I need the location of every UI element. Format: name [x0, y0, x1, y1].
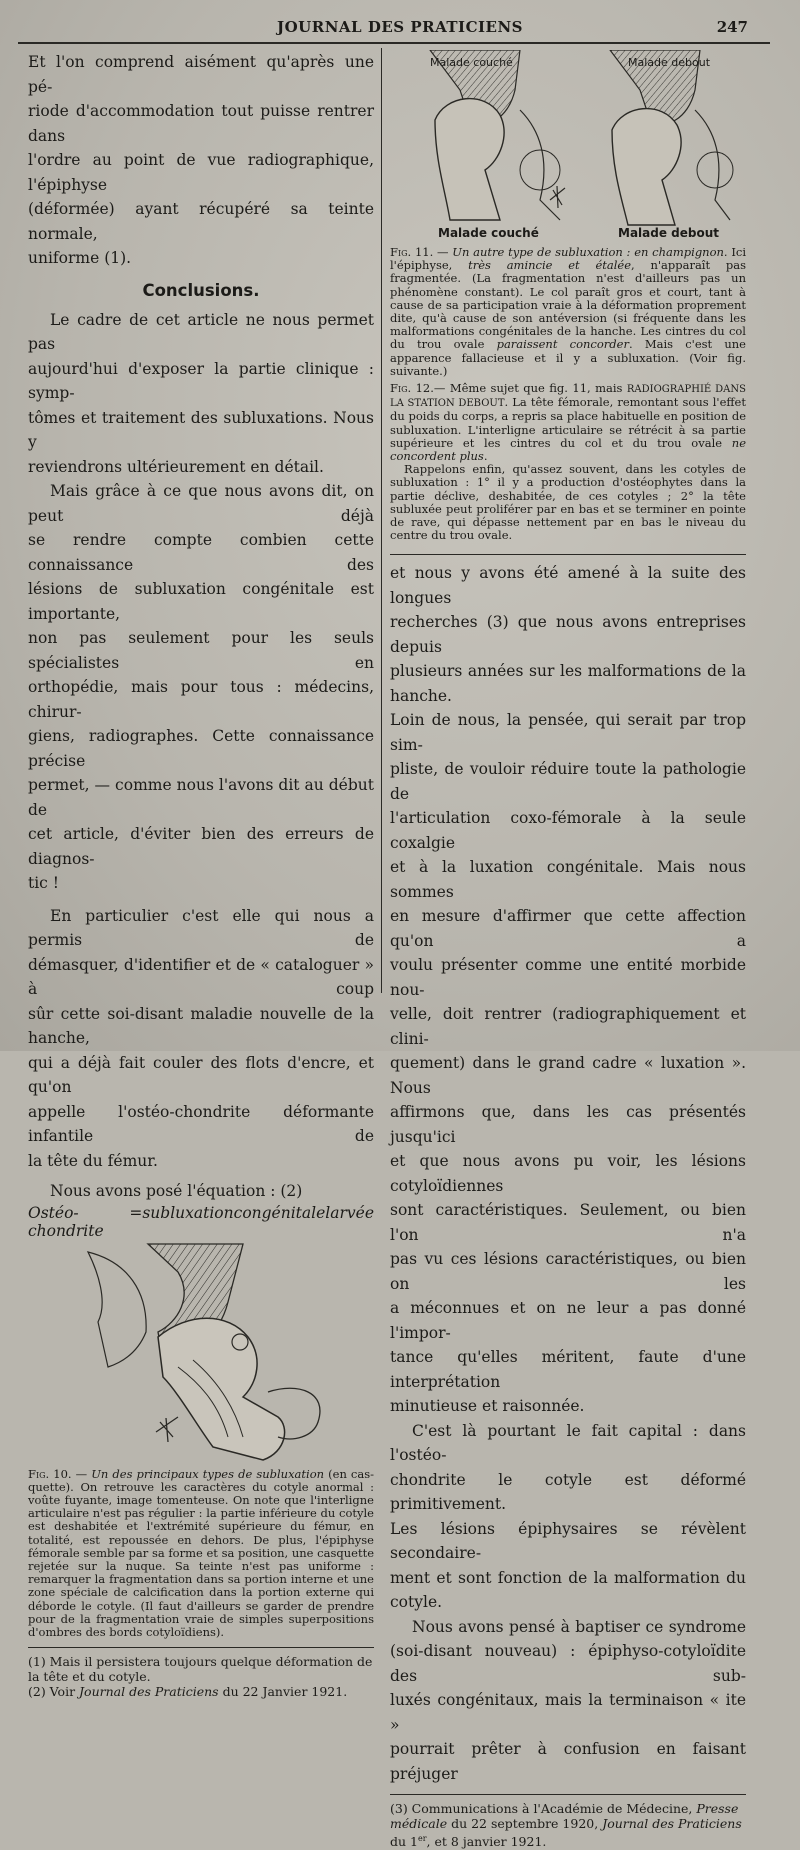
fig12-text-a: . La tête fémorale, remontant sous l'effet du poids du corps, a repris sa place habituelle en position de subluxation. L'interligne articulaire se rétrécit à sa partie supérieure et les cintres du col et du trou ovale	[390, 395, 746, 450]
right-column	[390, 50, 746, 1850]
footnote-3	[390, 1801, 746, 1849]
figure-10	[28, 1242, 374, 1468]
fig11-text-a: Ici l'épiphyse,	[390, 245, 747, 273]
text-line: et à la luxation congénitale. Mais nous sommes	[390, 858, 746, 901]
text-line: plusieurs années sur les malformations de la hanche.	[390, 662, 746, 705]
text-line: Loin de nous, la pensée, qui serait par trop sim-	[390, 711, 746, 754]
text-line: tômes et traitement des subluxations. Nous y	[28, 408, 374, 451]
caption-rule	[390, 554, 746, 555]
text-line: l'ordre au point de vue radiographique, l'épiphyse	[28, 151, 374, 194]
text-line: l'articulation coxo-fémorale à la seule coxalgie	[390, 809, 746, 852]
fig12-text-c: .	[483, 449, 488, 464]
fn3-a: (3) Communications à l'Académie de Médecine,	[390, 1801, 697, 1817]
text-line: (soi-disant nouveau) : épiphyso-cotyloïdite des sub-	[390, 1642, 746, 1685]
header-rule	[18, 42, 770, 44]
text-line: en mesure d'affirmer que cette affection qu'on a	[390, 907, 746, 950]
text-line: velle, doit rentrer (radiographiquement et clini-	[390, 1005, 746, 1048]
text-line: la tête du fémur.	[28, 1151, 158, 1170]
footnote-1: (1) Mais il persistera toujours quelque déformation de la tête et du cotyle.	[28, 1654, 373, 1685]
fig11-text-e: . Mais c'est une apparence fallacieuse et il y a subluxation. (Voir fig. suivante.)	[390, 337, 746, 378]
paragraph-2	[28, 479, 374, 896]
fn3-e: du 1	[390, 1834, 418, 1850]
footnote-2-journal: Journal des Praticiens	[79, 1684, 219, 1700]
text-line: pas vu ces lésions caractéristiques, ou bien on les	[390, 1250, 746, 1293]
equation-term: =	[129, 1203, 143, 1222]
text-line: se rendre compte combien cette connaissance des	[28, 531, 374, 574]
section-heading: Conclusions.	[142, 280, 260, 300]
text-line: et nous y avons été amené à la suite des longues	[390, 564, 746, 607]
journal-title: JOURNAL DES PRATICIENS	[277, 18, 523, 36]
fig10-title-tail: (en cas-quette).	[28, 1466, 375, 1494]
text-line: permet, — comme nous l'avons dit au début de	[28, 776, 374, 819]
text-line: a méconnues et on ne leur a pas donné l'impor-	[390, 1299, 746, 1342]
figure-10-caption: Fig. 10. — Un des principaux types de subluxation (en cas-quette). On retrouve les caractères du cotyle anormal : voûte fuyante, image tomenteuse. On note que l'interligne articulaire n'est pas régulier : la partie inférieure du cotyle est deshabitée et l'extrémité supérieure du fémur, en totalité, est repoussée en dehors. De plus, l'épiphyse fémorale semble par sa forme et sa position, une casquette rejetée sur la nuque. Sa teinte n'est pas uniforme : remarquer la fragmentation dans sa portion interne et une zone spéciale de calcification dans la portion externe qui déborde le cotyle. (Il faut d'ailleurs se garder de prendre pour de la fragmentation vraie de simples superpositions d'ombres des bords cotyloïdiens).	[28, 1466, 375, 1639]
equation-term: larvée	[325, 1203, 374, 1222]
footnote-2-a: (2) Voir	[28, 1684, 80, 1700]
text-line: giens, radiographes. Cette connaissance précise	[28, 727, 374, 770]
text-line: qui a déjà fait couler des flots d'encre, et qu'on	[28, 1053, 374, 1096]
text-line: minutieuse et raisonnée.	[390, 1397, 585, 1416]
text-line: aujourd'hui d'exposer la partie clinique : symp-	[28, 359, 374, 402]
fig11-bottom-left-label: Malade couché	[438, 226, 539, 240]
fn3-f: er	[417, 1834, 427, 1844]
column-divider	[381, 48, 382, 993]
fig11-label: Fig. 11.	[390, 245, 434, 259]
text-line: tic !	[28, 874, 60, 892]
figure-11-caption: Fig. 11. — Un autre type de subluxation : en champignon. Ici l'épiphyse, très amincie et étalée, n'apparaît pas fragmentée. (La fragmentation n'est d'ailleurs pas un phénomène constant). Le col paraît gros et court, tant à cause de sa participation vraie à la déformation proprement dite, qu'à cause de son antéversion (si fréquente dans les malformations congénitales de la hanche. Les cintres du col du trou ovale paraissent concorder. Mais c'est une apparence fallacieuse et il y a subluxation. (Voir fig. suivante.)	[390, 245, 747, 378]
left-column	[28, 50, 374, 1699]
figure-10-drawing	[28, 1242, 374, 1468]
equation-term: subluxation	[142, 1203, 234, 1222]
paragraph-4: Nous avons posé l'équation : (2)	[50, 1182, 303, 1200]
footnote-2-c: du 22 Janvier 1921.	[218, 1684, 348, 1700]
text-line: lésions de subluxation congénitale est importante,	[28, 580, 374, 623]
figure-11	[390, 50, 746, 242]
text-line: Les lésions épiphysaires se révèlent secondaire-	[390, 1519, 746, 1563]
text-line: pliste, de vouloir réduire toute la pathologie de	[390, 760, 746, 803]
text-line: et que nous avons pu voir, les lésions cotyloïdiennes	[390, 1152, 746, 1195]
text-line: Mais grâce à ce que nous avons dit, on peut déjà	[28, 482, 374, 525]
text-line: tance qu'elles méritent, faute d'une interprétation	[390, 1348, 746, 1391]
fig12-label: Fig. 12.	[390, 381, 434, 396]
fig11-title: Un autre type de subluxation : en champignon.	[452, 245, 728, 259]
figure-12-caption	[390, 382, 746, 463]
footnote-2	[28, 1684, 374, 1699]
fig11-top-left-label: Malade couché	[430, 56, 513, 69]
footnote-rule	[28, 1647, 374, 1648]
text-line: ment et sont fonction de la malformation du	[390, 1568, 746, 1587]
text-line: luxés congénitaux, mais la terminaison « ite »	[390, 1691, 746, 1734]
text-line: (déformée) ayant récupéré sa teinte normale,	[28, 200, 374, 243]
fn3-b: Presse médicale	[390, 1801, 739, 1832]
fn3-g: , et 8 janvier 1921.	[426, 1834, 547, 1850]
text-line: uniforme (1).	[28, 249, 132, 267]
text-line: Le cadre de cet article ne nous permet pas	[28, 310, 374, 353]
figure-12-caption-2: Rappelons enfin, qu'assez souvent, dans les cotyles de subluxation : 1° il y a production d'ostéophytes dans la partie déclive, deshabitée, de ces cotyles ; 2° la tête subluxée peut proliférer par en bas et se terminer en pointe de rave, qui dépasse nettement par en bas le niveau du centre du trou ovale.	[390, 462, 746, 543]
fig10-label: Fig. 10.	[28, 1466, 72, 1481]
text-line: recherches (3) que nous avons entreprises depuis	[390, 613, 746, 656]
fn3-c: du 22 septembre 1920,	[447, 1816, 603, 1832]
text-line: riode d'accommodation tout puisse rentrer dans	[28, 102, 374, 145]
text-line: orthopédie, mais pour tous : médecins, chirur-	[28, 678, 374, 721]
fig12-lead: — Même sujet que fig. 11, mais	[433, 381, 627, 396]
text-line: quement) dans le grand cadre « luxation ». Nous	[390, 1054, 746, 1097]
text-line: chondrite le cotyle est déformé primitivement.	[390, 1470, 746, 1514]
text-line: voulu présenter comme une entité morbide nou-	[390, 956, 746, 999]
text-line: C'est là pourtant le fait capital : dans l'ostéo-	[390, 1421, 746, 1465]
page-header	[0, 18, 800, 42]
page-number: 247	[716, 18, 748, 36]
fn3-d: Journal des Praticiens	[602, 1816, 742, 1832]
fig12-text-b: ne concordent plus	[390, 435, 746, 464]
equation	[28, 1204, 374, 1240]
text-line: Et l'on comprend aisément qu'après une pé-	[28, 53, 374, 96]
text-line: cet article, d'éviter bien des erreurs de diagnos-	[28, 825, 374, 868]
fig11-text-d: paraissent concorder	[496, 337, 629, 352]
text-line: reviendrons ultérieurement en détail.	[28, 457, 324, 476]
text-line: sûr cette soi-disant maladie nouvelle de la hanche,	[28, 1004, 374, 1047]
text-line: cotyle.	[390, 1593, 443, 1612]
fig11-top-right-label: Malade debout	[628, 56, 711, 69]
figure-11-drawing	[390, 50, 746, 242]
text-line: démasquer, d'identifier et de « cataloguer » à coup	[28, 955, 374, 998]
text-line: En particulier c'est elle qui nous a permis de	[28, 906, 374, 949]
fig12-caps: RADIOGRAPHIÉ DANS LA STATION DEBOUT	[390, 384, 747, 410]
fig11-text-c: , n'apparaît pas fragmentée. (La fragmentation n'est d'ailleurs pas un phénomène constant). Le col paraît gros et court, tant à cause de sa participation vraie à la déformation proprement dite, qu'à cause de son antéversion (si fréquente dans les malformations congénitales de la hanche. Les cintres du col du trou ovale	[390, 258, 746, 352]
text-line: non pas seulement pour les seuls spécialistes en	[28, 629, 374, 672]
text-line: appelle l'ostéo-chondrite déformante infantile de	[28, 1102, 374, 1145]
fig10-text: On retrouve les caractères du cotyle anormal : voûte fuyante, image tomenteuse. On note que l'interligne articulaire n'est pas régulier : la partie inférieure du cotyle est deshabitée et l'extrémité supérieure du fémur, en totalité, est repoussée en dehors. De plus, l'épiphyse fémorale semble par sa forme et sa position, une casquette rejetée sur la nuque. Sa teinte n'est pas uniforme : remarquer la fragmentation dans sa portion interne et une zone spéciale de calcification dans la portion externe qui déborde le cotyle. (Il faut d'ailleurs se garder de prendre pour de la fragmentation vraie de simples superpositions d'ombres des bords cotyloïdiens).	[28, 1479, 374, 1639]
paragraph-3	[28, 904, 374, 1174]
paragraph-1	[28, 308, 374, 480]
text-line: Nous avons pensé à baptiser ce syndrome	[412, 1617, 746, 1636]
fig10-title: Un des principaux types de subluxation	[91, 1466, 325, 1481]
right-body-1	[390, 561, 746, 1419]
text-line: affirmons que, dans les cas présentés jusqu'ici	[390, 1103, 746, 1146]
fig11-bottom-right-label: Malade debout	[618, 226, 719, 240]
right-body-3	[390, 1615, 746, 1787]
intro-paragraph	[28, 50, 374, 271]
equation-term: congénitale	[233, 1203, 326, 1222]
equation-term: Ostéo-chondrite	[28, 1203, 104, 1240]
text-line: pourrait prêter à confusion en faisant préjuger	[390, 1740, 746, 1783]
footnote-rule-right	[390, 1794, 746, 1795]
fig11-text-b: très amincie et étalée	[468, 258, 632, 273]
right-body-2	[390, 1419, 746, 1615]
text-line: sont caractéristiques. Seulement, ou bien l'on n'a	[390, 1201, 746, 1244]
